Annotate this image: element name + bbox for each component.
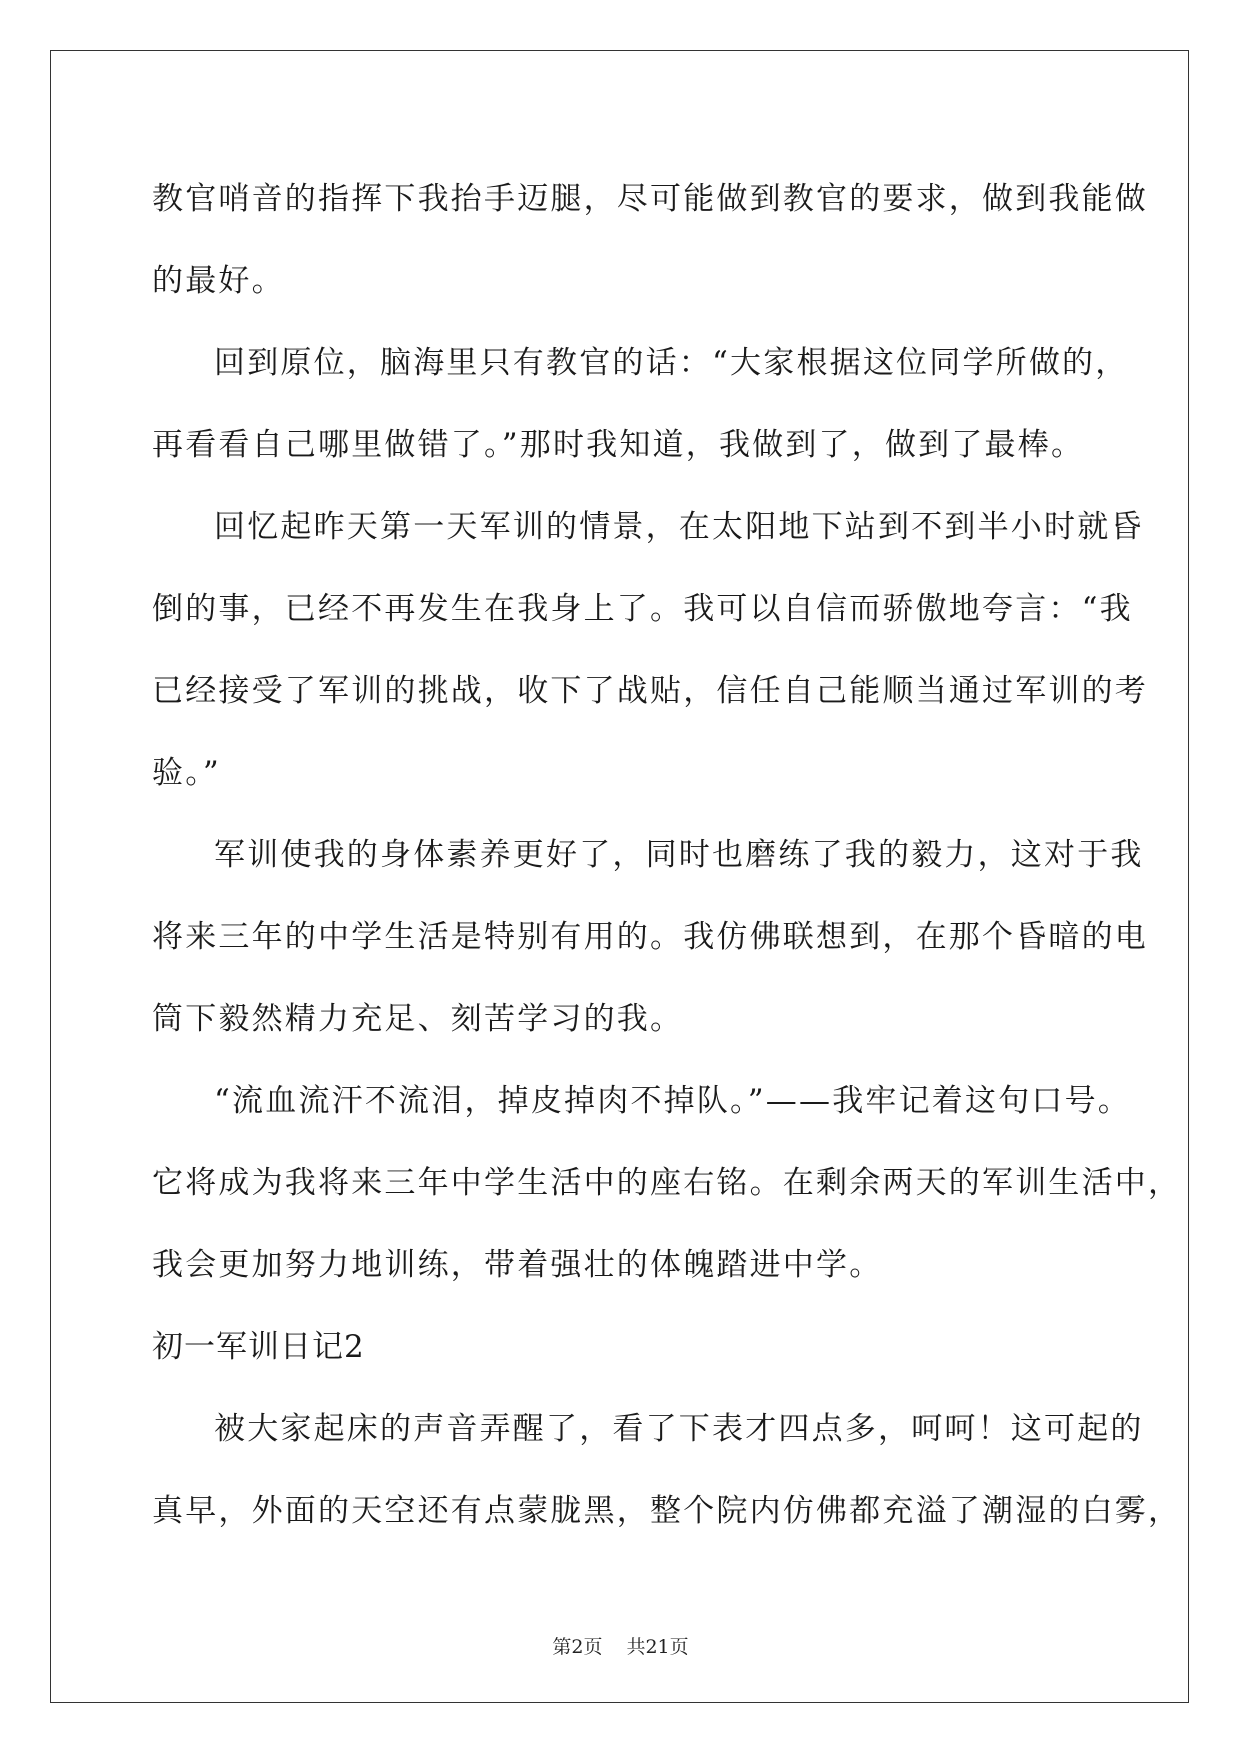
paragraph-line: 验。” — [152, 755, 221, 791]
paragraph-line: 将来三年的中学生活是特别有用的。我仿佛联想到，在那个昏暗的电 — [152, 919, 1148, 955]
total-pages: 共21页 — [626, 1636, 689, 1658]
document-body — [152, 158, 1182, 1552]
paragraph-line: 它将成为我将来三年中学生活中的座右铭。在剩余两天的军训生活中， — [152, 1165, 1182, 1201]
paragraph-line: 被大家起床的声音弄醒了，看了下表才四点多，呵呵！这可起的 — [214, 1411, 1144, 1447]
section-heading: 初一军训日记2 — [152, 1329, 365, 1365]
paragraph-line: 回到原位，脑海里只有教官的话：“大家根据这位同学所做的， — [214, 345, 1129, 381]
page-footer — [0, 1632, 1241, 1659]
page-number: 第2页 — [552, 1636, 603, 1658]
paragraph-line: 倒的事，已经不再发生在我身上了。我可以自信而骄傲地夸言：“我 — [152, 591, 1133, 627]
paragraph-line: 真早，外面的天空还有点蒙胧黑，整个院内仿佛都充溢了潮湿的白雾， — [152, 1493, 1182, 1529]
paragraph-line: 的最好。 — [152, 263, 285, 299]
paragraph-line: 再看看自己哪里做错了。”那时我知道，我做到了，做到了最棒。 — [152, 427, 1085, 463]
paragraph-line: 军训使我的身体素养更好了，同时也磨练了我的毅力，这对于我 — [214, 837, 1144, 873]
paragraph-line: 已经接受了军训的挑战，收下了战贴，信任自己能顺当通过军训的考 — [152, 673, 1148, 709]
paragraph-line: 筒下毅然精力充足、刻苦学习的我。 — [152, 1001, 684, 1037]
paragraph-line: 回忆起昨天第一天军训的情景，在太阳地下站到不到半小时就昏 — [214, 509, 1144, 545]
paragraph-line: “流血流汗不流泪，掉皮掉肉不掉队。”——我牢记着这句口号。 — [214, 1083, 1131, 1119]
paragraph-line: 我会更加努力地训练，带着强壮的体魄踏进中学。 — [152, 1247, 883, 1283]
paragraph-line: 教官哨音的指挥下我抬手迈腿，尽可能做到教官的要求，做到我能做 — [152, 181, 1148, 217]
